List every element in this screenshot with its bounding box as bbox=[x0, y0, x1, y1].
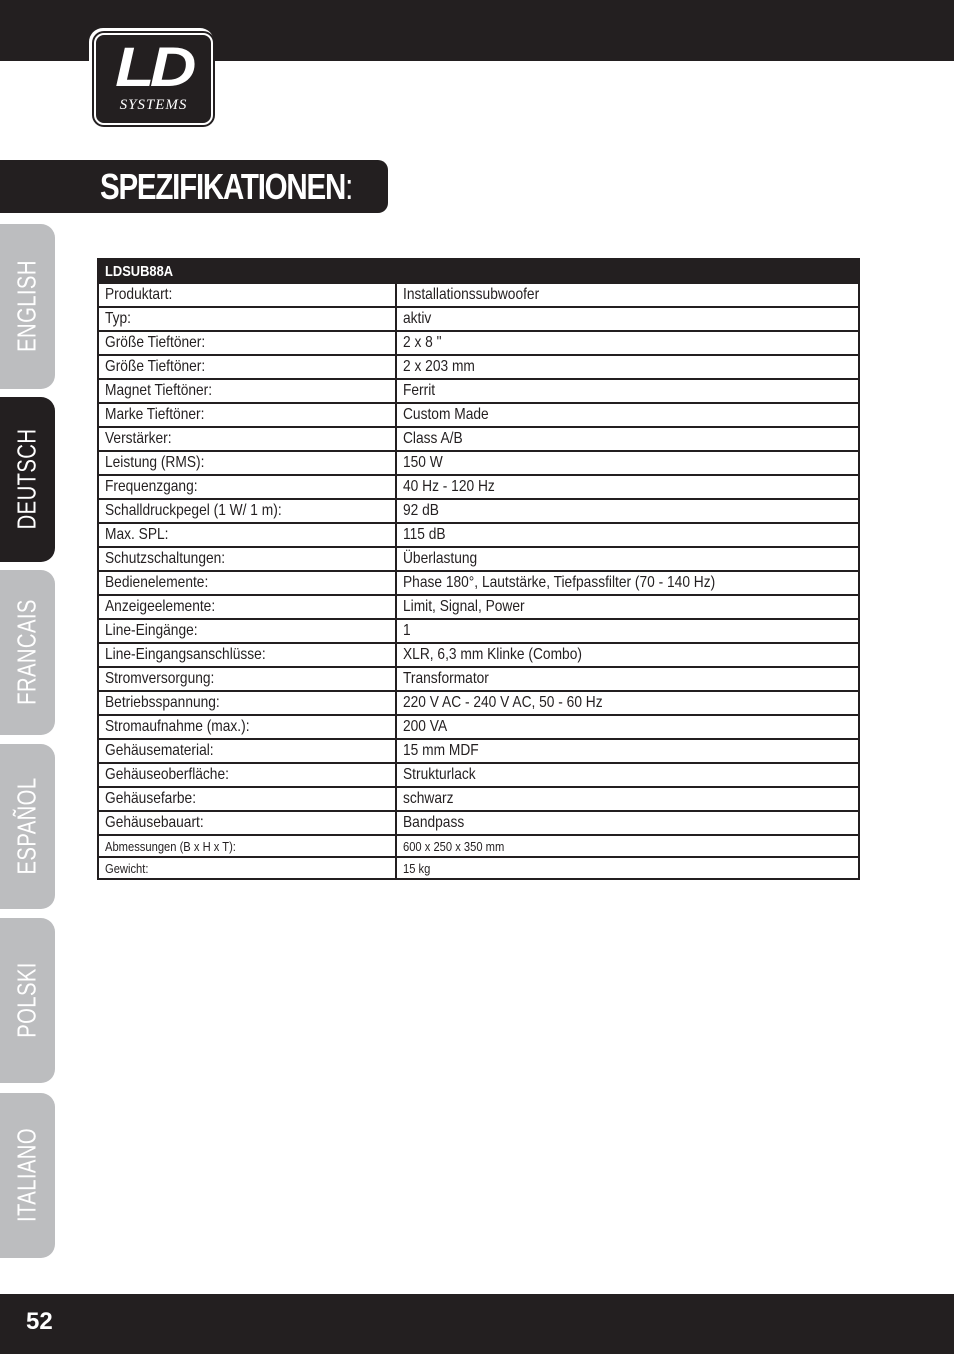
spec-value: Strukturlack bbox=[403, 766, 476, 783]
logo-badge bbox=[94, 33, 213, 125]
spec-label-cell bbox=[98, 571, 396, 595]
spec-label: Gewicht: bbox=[105, 860, 149, 876]
language-tab-español[interactable] bbox=[0, 744, 55, 909]
spec-label-cell bbox=[98, 811, 396, 835]
spec-label-cell bbox=[98, 787, 396, 811]
table-row bbox=[98, 835, 859, 857]
spec-label: Verstärker: bbox=[105, 430, 172, 447]
spec-label: Produktart: bbox=[105, 286, 173, 303]
spec-label: Betriebsspannung: bbox=[105, 694, 220, 711]
table-row bbox=[98, 595, 859, 619]
table-row bbox=[98, 475, 859, 499]
language-tab-label bbox=[12, 952, 43, 1049]
spec-value-cell bbox=[396, 811, 859, 835]
table-row bbox=[98, 499, 859, 523]
spec-label: Magnet Tieftöner: bbox=[105, 382, 213, 399]
spec-label-cell bbox=[98, 835, 396, 857]
spec-label-cell bbox=[98, 715, 396, 739]
spec-value: 40 Hz - 120 Hz bbox=[403, 478, 495, 495]
page-title-text: SPEZIFIKATIONEN bbox=[100, 166, 346, 207]
spec-value: 150 W bbox=[403, 454, 443, 471]
language-tab-english[interactable] bbox=[0, 224, 55, 389]
spec-value: 2 x 8 " bbox=[403, 334, 442, 351]
table-row bbox=[98, 691, 859, 715]
spec-value-cell bbox=[396, 763, 859, 787]
spec-label: Bedienelemente: bbox=[105, 574, 209, 591]
spec-label-cell bbox=[98, 475, 396, 499]
model-header-text: LDSUB88A bbox=[105, 262, 174, 280]
spec-value-cell bbox=[396, 307, 859, 331]
spec-label: Typ: bbox=[105, 310, 132, 327]
language-tab-label-text: DEUTSCH bbox=[11, 428, 42, 530]
spec-value: 115 dB bbox=[403, 526, 446, 543]
spec-label: Gehäusefarbe: bbox=[105, 790, 197, 807]
table-row bbox=[98, 283, 859, 307]
spec-value-cell bbox=[396, 643, 859, 667]
table-row bbox=[98, 403, 859, 427]
spec-value-cell bbox=[396, 835, 859, 857]
spec-value: 92 dB bbox=[403, 502, 439, 519]
table-row bbox=[98, 739, 859, 763]
language-tab-label-text: ESPAÑOL bbox=[11, 777, 42, 875]
spec-label: Größe Tieftöner: bbox=[105, 358, 206, 375]
spec-value-cell bbox=[396, 619, 859, 643]
table-row bbox=[98, 811, 859, 835]
spec-label: Marke Tieftöner: bbox=[105, 406, 205, 423]
spec-value: Phase 180°, Lautstärke, Tiefpassfilter (70 - 140 Hz) bbox=[403, 574, 716, 591]
table-row bbox=[98, 787, 859, 811]
spec-label-cell bbox=[98, 763, 396, 787]
table-row bbox=[98, 547, 859, 571]
spec-value: Transformator bbox=[403, 670, 489, 687]
page-title-colon: : bbox=[345, 166, 354, 207]
spec-label: Line-Eingänge: bbox=[105, 622, 198, 639]
spec-label-cell bbox=[98, 403, 396, 427]
spec-value-cell bbox=[396, 787, 859, 811]
spec-value: 600 x 250 x 350 mm bbox=[403, 838, 505, 854]
spec-value-cell bbox=[396, 499, 859, 523]
table-row bbox=[98, 451, 859, 475]
bottom-bar bbox=[0, 1294, 954, 1354]
spec-label-cell bbox=[98, 355, 396, 379]
language-tab-label bbox=[12, 1115, 43, 1236]
spec-value-cell bbox=[396, 739, 859, 763]
ld-systems-logo bbox=[89, 28, 214, 126]
specifications-table bbox=[97, 258, 860, 880]
table-row bbox=[98, 307, 859, 331]
language-tab-label-text: POLSKI bbox=[11, 962, 42, 1038]
table-row bbox=[98, 571, 859, 595]
spec-value: Überlastung bbox=[403, 550, 478, 567]
spec-value: 2 x 203 mm bbox=[403, 358, 475, 375]
spec-value-cell bbox=[396, 571, 859, 595]
language-tab-label bbox=[12, 584, 43, 719]
spec-label-cell bbox=[98, 427, 396, 451]
spec-value-cell bbox=[396, 355, 859, 379]
spec-label-cell bbox=[98, 499, 396, 523]
spec-value: 15 kg bbox=[403, 860, 431, 876]
spec-label: Stromversorgung: bbox=[105, 670, 215, 687]
spec-value-cell bbox=[396, 715, 859, 739]
spec-value-cell bbox=[396, 523, 859, 547]
table-row bbox=[98, 379, 859, 403]
language-tab-label bbox=[12, 247, 43, 365]
model-header bbox=[98, 259, 859, 283]
spec-label: Gehäusebauart: bbox=[105, 814, 204, 831]
spec-value: schwarz bbox=[403, 790, 454, 807]
table-row bbox=[98, 715, 859, 739]
language-tab-label-text: FRANCAIS bbox=[11, 599, 42, 705]
spec-value: 200 VA bbox=[403, 718, 448, 735]
language-tab-label bbox=[12, 414, 43, 543]
title-bar bbox=[0, 160, 388, 213]
spec-value: Limit, Signal, Power bbox=[403, 598, 525, 615]
spec-value-cell bbox=[396, 547, 859, 571]
spec-label-cell bbox=[98, 857, 396, 879]
language-tab-italiano[interactable] bbox=[0, 1093, 55, 1258]
spec-value-cell bbox=[396, 595, 859, 619]
spec-value-cell bbox=[396, 451, 859, 475]
table-row bbox=[98, 355, 859, 379]
table-row bbox=[98, 331, 859, 355]
spec-label-cell bbox=[98, 595, 396, 619]
spec-value: Class A/B bbox=[403, 430, 463, 447]
table-header-row bbox=[98, 259, 859, 283]
spec-value: Custom Made bbox=[403, 406, 489, 423]
spec-label-cell bbox=[98, 643, 396, 667]
logo-systems-text: SYSTEMS bbox=[119, 97, 188, 113]
spec-value: Installationssubwoofer bbox=[403, 286, 540, 303]
language-tab-polski[interactable] bbox=[0, 918, 55, 1083]
spec-value-cell bbox=[396, 403, 859, 427]
table-row bbox=[98, 427, 859, 451]
language-tab-francais[interactable] bbox=[0, 570, 55, 735]
spec-label: Max. SPL: bbox=[105, 526, 169, 543]
page-title bbox=[100, 166, 353, 208]
spec-value: Bandpass bbox=[403, 814, 465, 831]
language-tab-label bbox=[12, 764, 43, 888]
spec-value: 1 bbox=[403, 622, 411, 639]
spec-value-cell bbox=[396, 331, 859, 355]
logo-ld-text: LD bbox=[115, 35, 192, 98]
table-row bbox=[98, 523, 859, 547]
spec-label-cell bbox=[98, 619, 396, 643]
spec-value: 220 V AC - 240 V AC, 50 - 60 Hz bbox=[403, 694, 603, 711]
spec-label: Gehäuseoberfläche: bbox=[105, 766, 229, 783]
spec-label-cell bbox=[98, 451, 396, 475]
language-tab-deutsch[interactable] bbox=[0, 397, 55, 562]
spec-value-cell bbox=[396, 283, 859, 307]
spec-label: Frequenzgang: bbox=[105, 478, 198, 495]
spec-label: Abmessungen (B x H x T): bbox=[105, 838, 236, 854]
spec-label-cell bbox=[98, 307, 396, 331]
spec-value: XLR, 6,3 mm Klinke (Combo) bbox=[403, 646, 582, 663]
table-row bbox=[98, 857, 859, 879]
spec-label: Größe Tieftöner: bbox=[105, 334, 206, 351]
spec-label-cell bbox=[98, 739, 396, 763]
spec-value: Ferrit bbox=[403, 382, 436, 399]
spec-label: Leistung (RMS): bbox=[105, 454, 205, 471]
table-row bbox=[98, 619, 859, 643]
spec-value-cell bbox=[396, 691, 859, 715]
spec-value-cell bbox=[396, 475, 859, 499]
spec-label-cell bbox=[98, 331, 396, 355]
page-number: 52 bbox=[26, 1308, 53, 1335]
spec-label: Anzeigeelemente: bbox=[105, 598, 216, 615]
spec-value-cell bbox=[396, 857, 859, 879]
spec-label-cell bbox=[98, 379, 396, 403]
spec-value: aktiv bbox=[403, 310, 432, 327]
spec-label: Schutzschaltungen: bbox=[105, 550, 226, 567]
spec-label-cell bbox=[98, 523, 396, 547]
spec-value-cell bbox=[396, 427, 859, 451]
specifications-body bbox=[98, 283, 859, 879]
language-tab-label-text: ENGLISH bbox=[11, 260, 42, 352]
spec-label-cell bbox=[98, 691, 396, 715]
spec-label-cell bbox=[98, 667, 396, 691]
spec-label: Stromaufnahme (max.): bbox=[105, 718, 250, 735]
spec-value-cell bbox=[396, 379, 859, 403]
spec-label: Line-Eingangsanschlüsse: bbox=[105, 646, 266, 663]
spec-label-cell bbox=[98, 283, 396, 307]
spec-value-cell bbox=[396, 667, 859, 691]
spec-label: Schalldruckpegel (1 W/ 1 m): bbox=[105, 502, 282, 519]
spec-label: Gehäusematerial: bbox=[105, 742, 214, 759]
language-tab-label-text: ITALIANO bbox=[11, 1127, 42, 1223]
spec-label-cell bbox=[98, 547, 396, 571]
table-row bbox=[98, 763, 859, 787]
table-row bbox=[98, 643, 859, 667]
spec-value: 15 mm MDF bbox=[403, 742, 479, 759]
table-row bbox=[98, 667, 859, 691]
